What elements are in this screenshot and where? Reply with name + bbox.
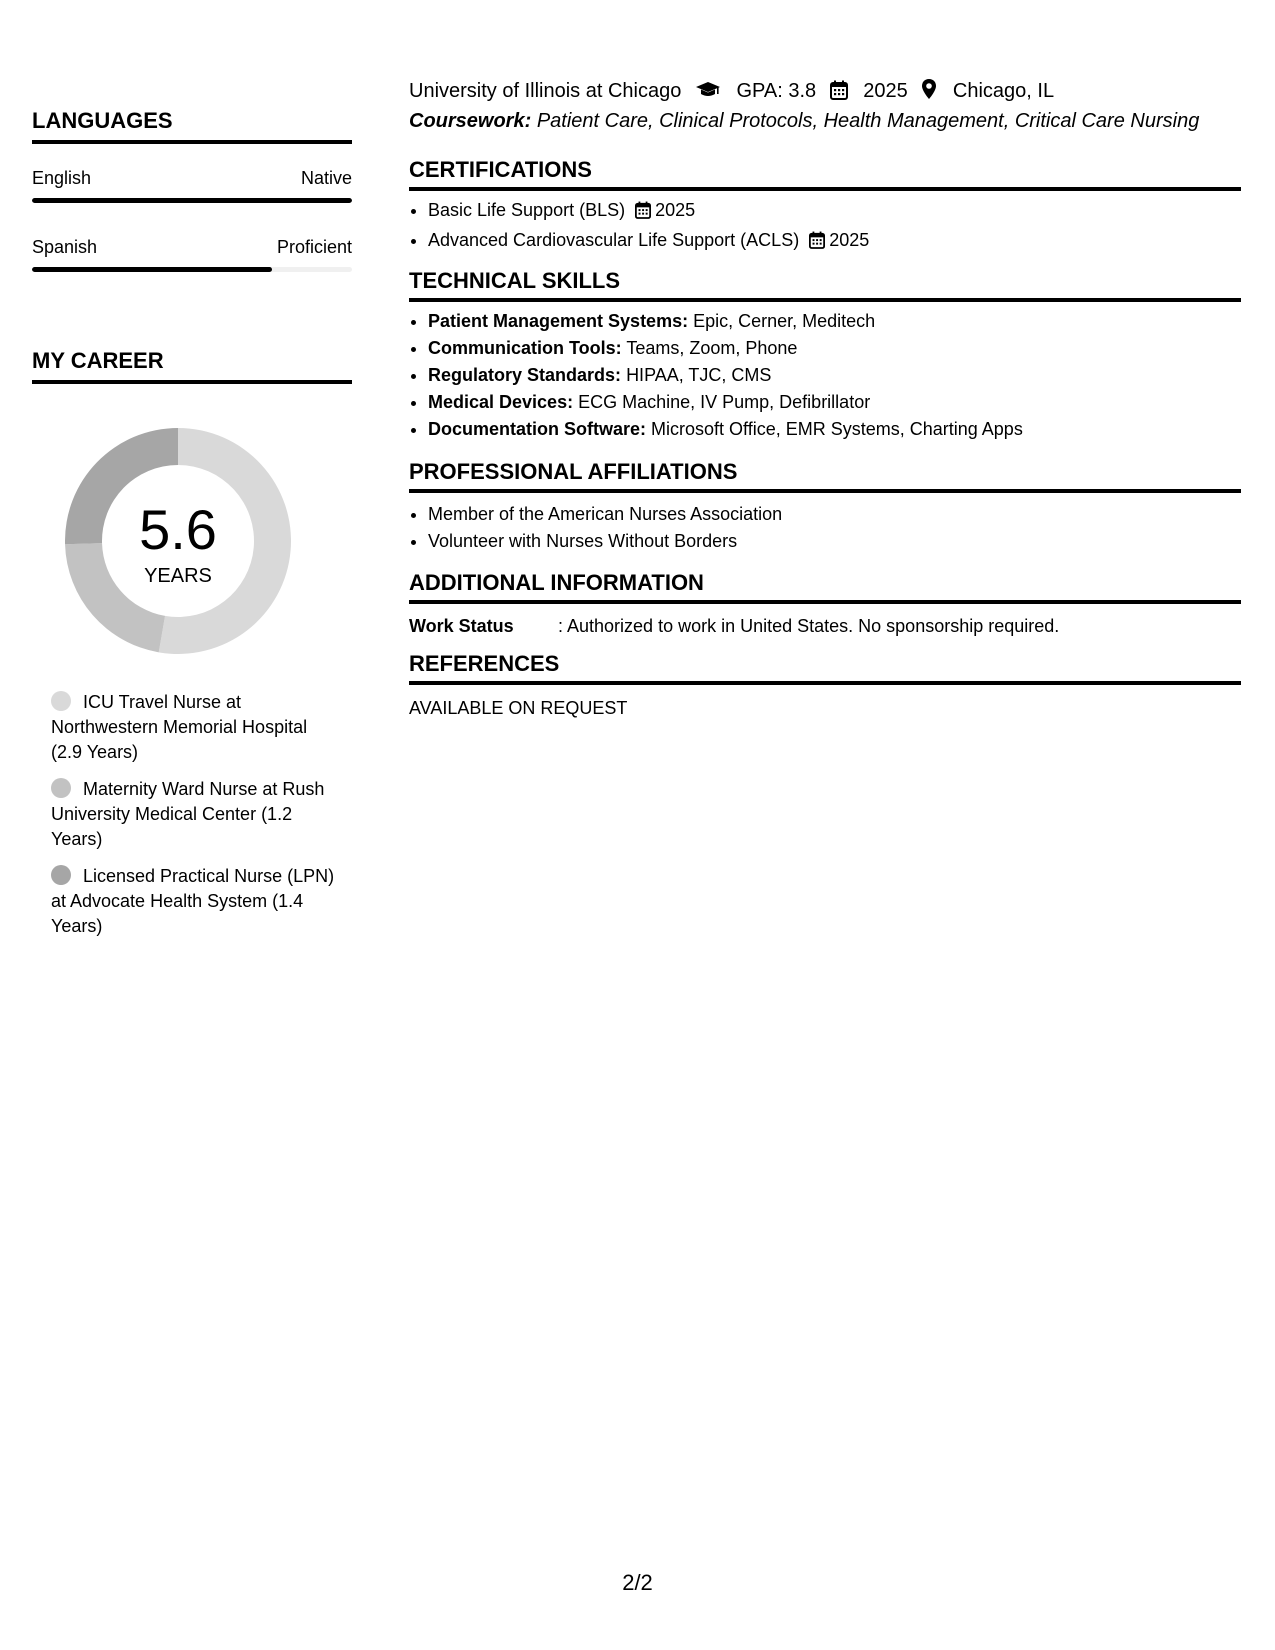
school-location: Chicago, IL — [952, 80, 1055, 102]
references-text: AVAILABLE ON REQUEST — [409, 698, 628, 718]
language-name: English — [32, 168, 92, 188]
language-level: Native — [300, 168, 352, 188]
calendar-icon — [809, 230, 825, 257]
career-heading: MY CAREER — [32, 348, 352, 384]
career-legend-label: ICU Travel Nurse at Northwestern Memorial Hospital (2.9 Years) — [51, 692, 308, 762]
page-number: 2/2 — [622, 1570, 653, 1595]
skill-value: Epic, Cerner, Meditech — [693, 311, 876, 331]
skill-label: Documentation Software: — [428, 419, 647, 439]
career-legend-label: Maternity Ward Nurse at Rush University Medical Center (1.2 Years) — [51, 779, 325, 849]
career-total-unit: YEARS — [144, 565, 212, 587]
skill-value: Microsoft Office, EMR Systems, Charting Apps — [651, 419, 1023, 439]
skill-value: Teams, Zoom, Phone — [626, 338, 798, 358]
legend-dot — [51, 778, 71, 798]
certifications-list — [409, 197, 1260, 257]
legend-dot — [51, 865, 71, 885]
education-line — [409, 78, 1054, 107]
list-item — [428, 227, 1260, 257]
donut-center — [65, 428, 291, 654]
list-item: • Volunteer with Nurses Without Borders — [428, 528, 1260, 555]
list-item — [428, 362, 1260, 389]
career-legend-item — [51, 777, 341, 852]
skill-value: ECG Machine, IV Pump, Defibrillator — [578, 392, 871, 412]
career-legend — [51, 690, 341, 951]
certification-year: 2025 — [655, 200, 696, 220]
language-bar-spanish — [32, 267, 352, 272]
work-status-label: Work Status — [409, 616, 514, 636]
list-item: • Member of the American Nurses Association — [428, 501, 1260, 528]
references-heading: REFERENCES — [409, 651, 1241, 685]
list-item — [428, 416, 1260, 443]
list-item — [428, 308, 1260, 335]
languages-heading: LANGUAGES — [32, 108, 352, 144]
skill-label: Patient Management Systems: — [428, 311, 689, 331]
school-name: University of Illinois at Chicago — [409, 80, 682, 102]
graduation-cap-icon — [695, 80, 721, 107]
calendar-icon — [635, 200, 651, 227]
certifications-heading: CERTIFICATIONS — [409, 157, 1241, 191]
work-status-value: : Authorized to work in United States. No sponsorship required. — [558, 616, 1060, 636]
language-name: Spanish — [32, 237, 98, 257]
language-level: Proficient — [276, 237, 352, 257]
career-legend-item — [51, 864, 341, 939]
list-item — [428, 335, 1260, 362]
affiliations-heading: PROFESSIONAL AFFILIATIONS — [409, 459, 1241, 493]
certification-year: 2025 — [829, 230, 870, 250]
certification-name: Advanced Cardiovascular Life Support (ACLS) — [428, 230, 800, 250]
language-bar-english — [32, 198, 352, 203]
calendar-icon — [830, 80, 848, 107]
language-bar-fill — [32, 267, 272, 272]
language-row-spanish — [32, 236, 352, 258]
technical-skills-heading: TECHNICAL SKILLS — [409, 268, 1241, 302]
career-donut-chart — [65, 428, 291, 654]
skill-value: HIPAA, TJC, CMS — [626, 365, 772, 385]
additional-info-heading: ADDITIONAL INFORMATION — [409, 570, 1241, 604]
career-total-years: 5.6 — [139, 498, 217, 561]
skill-label: Communication Tools: — [428, 338, 622, 358]
coursework-text: Patient Care, Clinical Protocols, Health Management, Critical Care Nursing — [536, 110, 1200, 132]
gpa: GPA: 3.8 — [736, 80, 817, 102]
work-status — [409, 614, 1059, 638]
technical-skills-list — [409, 308, 1260, 443]
legend-dot — [51, 691, 71, 711]
map-pin-icon — [921, 78, 937, 107]
coursework — [409, 108, 1199, 134]
affiliations-list — [409, 501, 1260, 555]
career-legend-label: Licensed Practical Nurse (LPN) at Advocate Health System (1.4 Years) — [51, 866, 335, 936]
coursework-label: Coursework: — [409, 110, 532, 132]
list-item — [428, 197, 1260, 227]
certification-name: Basic Life Support (BLS) — [428, 200, 626, 220]
language-bar-fill — [32, 198, 352, 203]
career-legend-item — [51, 690, 341, 765]
skill-label: Medical Devices: — [428, 392, 574, 412]
language-row-english — [32, 167, 352, 189]
skill-label: Regulatory Standards: — [428, 365, 622, 385]
list-item — [428, 389, 1260, 416]
graduation-year: 2025 — [863, 80, 908, 102]
